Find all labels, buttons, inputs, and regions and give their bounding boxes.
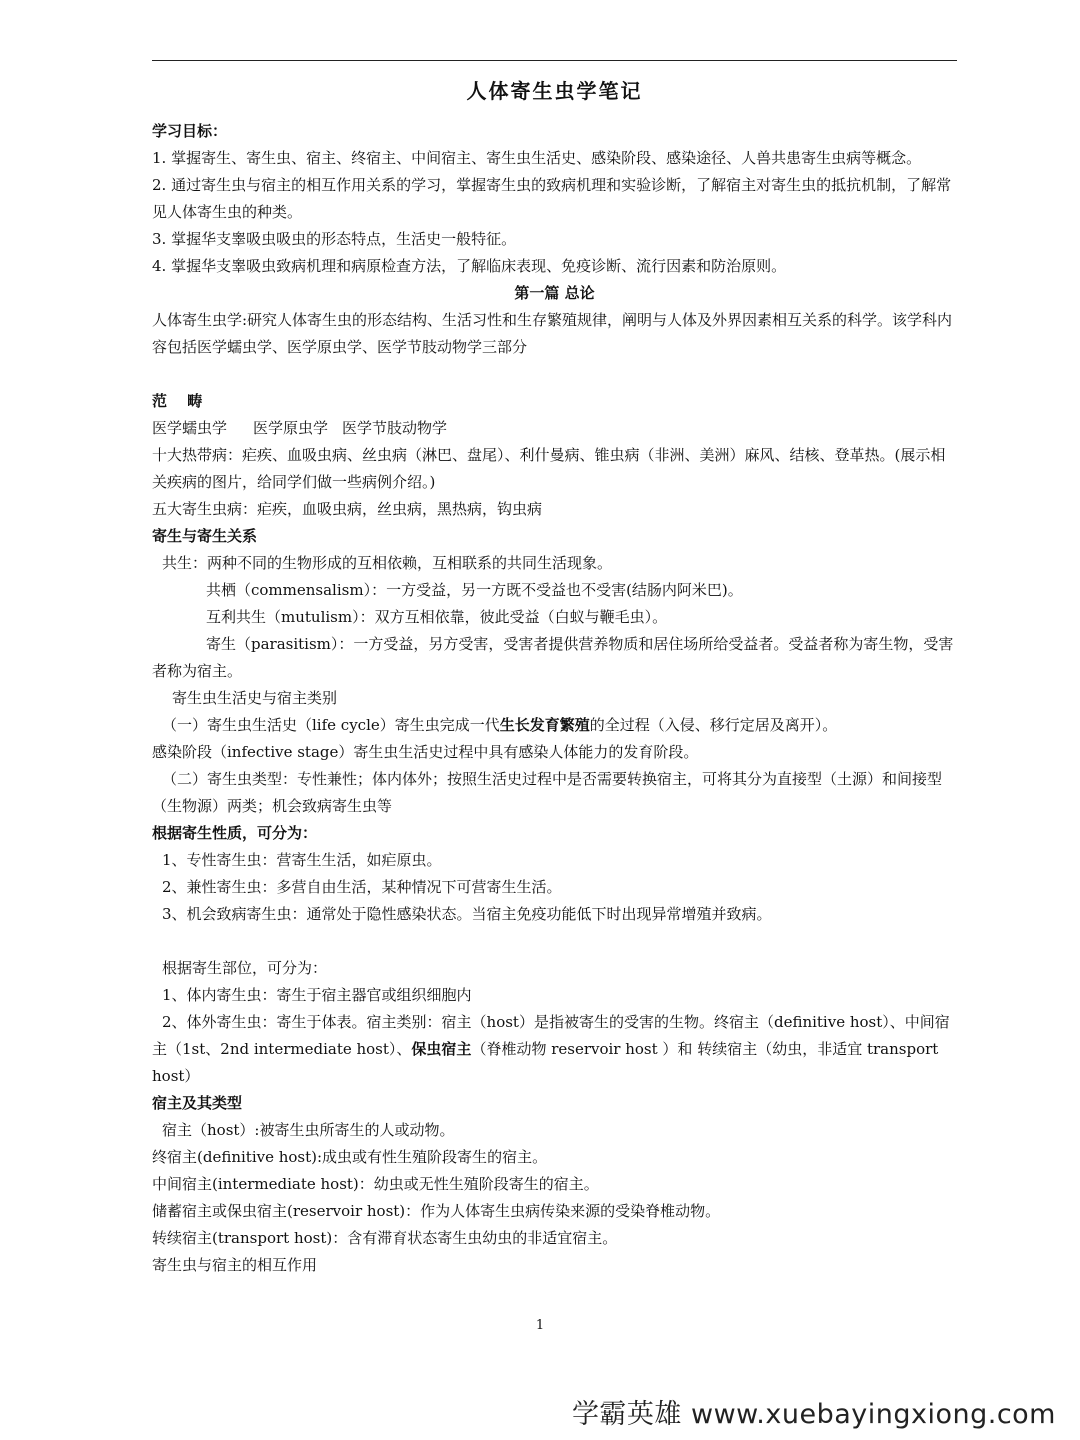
host-item: 终宿主(definitive host):成虫或有性生殖阶段寄生的宿主。 [152, 1148, 548, 1166]
scope-item: 医学蠕虫学 [152, 419, 228, 437]
nature-item: 2、兼性寄生虫：多营自由生活，某种情况下可营寄生生活。 [162, 878, 562, 896]
host-item: 寄生虫与宿主的相互作用 [152, 1256, 318, 1274]
site-item-2-pre: 2、体外寄生虫：寄生于体表。宿主类别：宿主（host）是指被寄生的受害的生物。终宿主（definitive host）、中间宿主（1st、2nd intermediate host）、 [152, 1013, 950, 1058]
nature-item: 1、专性寄生虫：营寄生生活，如疟原虫。 [162, 851, 442, 869]
document-title: 人体寄生虫学笔记 [466, 79, 643, 103]
scope-item: 医学原虫学 [253, 419, 329, 437]
site-heading: 根据寄生部位，可分为： [162, 959, 328, 977]
site-item-2-post: （脊椎动物 reservoir host ）和 转续宿主（幼虫，非适宜 transport host） [152, 1040, 939, 1085]
parasitism-text: 寄生（parasitism）：一方受益，另方受害，受害者提供营养物质和居住场所给受益者。受益者称为寄生物，受害者称为宿主。 [152, 635, 954, 680]
infective-stage-text: 感染阶段（infective stage）寄生虫生活史过程中具有感染人体能力的发育阶段。 [152, 743, 699, 761]
intro-paragraph: 人体寄生虫学:研究人体寄生虫的形态结构、生活习性和生存繁殖规律，阐明与人体及外界因素相互关系的科学。该学科内容包括医学蠕虫学、医学原虫学、医学节肢动物学三部分 [152, 311, 953, 356]
commensalism-text: 共栖（commensalism）：一方受益，另一方既不受益也不受害(结肠内阿米巴)。 [206, 581, 743, 599]
site-item-2 [152, 1009, 957, 1090]
site-item-2-emphasis: 保虫宿主 [411, 1040, 472, 1058]
host-item: 宿主（host）:被寄生虫所寄生的人或动物。 [162, 1121, 455, 1139]
host-heading: 宿主及其类型 [152, 1094, 243, 1112]
lifecycle-heading: 寄生虫生活史与宿主类别 [172, 689, 338, 707]
scope-list [152, 415, 957, 442]
host-item: 转续宿主(transport host)：含有滞育状态寄生虫幼虫的非适宜宿主。 [152, 1229, 618, 1247]
objective-item: 2. 通过寄生虫与宿主的相互作用关系的学习，掌握寄生虫的致病机理和实验诊断，了解宿主对寄生虫的抵抗机制，了解常见人体寄生虫的种类。 [152, 176, 952, 221]
mutualism-text: 互利共生（mutulism）：双方互相依靠，彼此受益（白蚁与鞭毛虫）。 [206, 608, 668, 626]
nature-item: 3、机会致病寄生虫：通常处于隐性感染状态。当宿主免疫功能低下时出现异常增殖并致病。 [162, 905, 772, 923]
page-number: 1 [535, 1318, 545, 1333]
host-item: 储蓄宿主或保虫宿主(reservoir host)：作为人体寄生虫病传染来源的受染脊椎动物。 [152, 1202, 721, 1220]
header-rule [152, 60, 957, 61]
lifecycle-post: 的全过程（入侵、移行定居及离开）。 [589, 716, 838, 734]
objective-item: 1. 掌握寄生、寄生虫、宿主、终宿主、中间宿主、寄生虫生活史、感染阶段、感染途径、人兽共患寄生虫病等概念。 [152, 149, 922, 167]
nature-heading: 根据寄生性质，可分为： [152, 824, 318, 842]
objectives-heading: 学习目标： [152, 122, 228, 140]
types-text: （二）寄生虫类型：专性兼性；体内体外；按照生活史过程中是否需要转换宿主，可将其分为直接型（土源）和间接型（生物源）两类；机会致病寄生虫等 [152, 770, 943, 815]
lifecycle-pre: （一）寄生虫生活史（life cycle）寄生虫完成一代 [162, 716, 500, 734]
lifecycle-emphasis: 生长发育繁殖 [499, 716, 590, 734]
relation-heading: 寄生与寄生关系 [152, 527, 258, 545]
lifecycle-text [152, 712, 957, 739]
objective-item: 4. 掌握华支睾吸虫致病机理和病原检查方法，了解临床表现、免疫诊断、流行因素和防治原则。 [152, 257, 787, 275]
symbiosis-text: 共生：两种不同的生物形成的互相依赖，互相联系的共同生活现象。 [162, 554, 613, 572]
part-heading: 第一篇 总论 [514, 284, 595, 302]
tropical-diseases: 十大热带病：疟疾、血吸虫病、丝虫病（淋巴、盘尾）、利什曼病、锥虫病（非洲、美洲）麻风、结核、登革热。(展示相关疾病的图片，给同学们做一些病例介绍。) [152, 446, 946, 491]
scope-item: 医学节肢动物学 [342, 419, 448, 437]
site-item: 1、体内寄生虫：寄生于宿主器官或组织细胞内 [162, 986, 472, 1004]
watermark: 学霸英雄 www.xuebayingxiong.com [571, 1399, 1056, 1430]
scope-heading: 范 畴 [152, 392, 203, 410]
objective-item: 3. 掌握华支睾吸虫吸虫的形态特点，生活史一般特征。 [152, 230, 517, 248]
host-item: 中间宿主(intermediate host)：幼虫或无性生殖阶段寄生的宿主。 [152, 1175, 599, 1193]
document-page [152, 60, 957, 1279]
five-diseases: 五大寄生虫病：疟疾，血吸虫病，丝虫病，黑热病，钩虫病 [152, 500, 543, 518]
